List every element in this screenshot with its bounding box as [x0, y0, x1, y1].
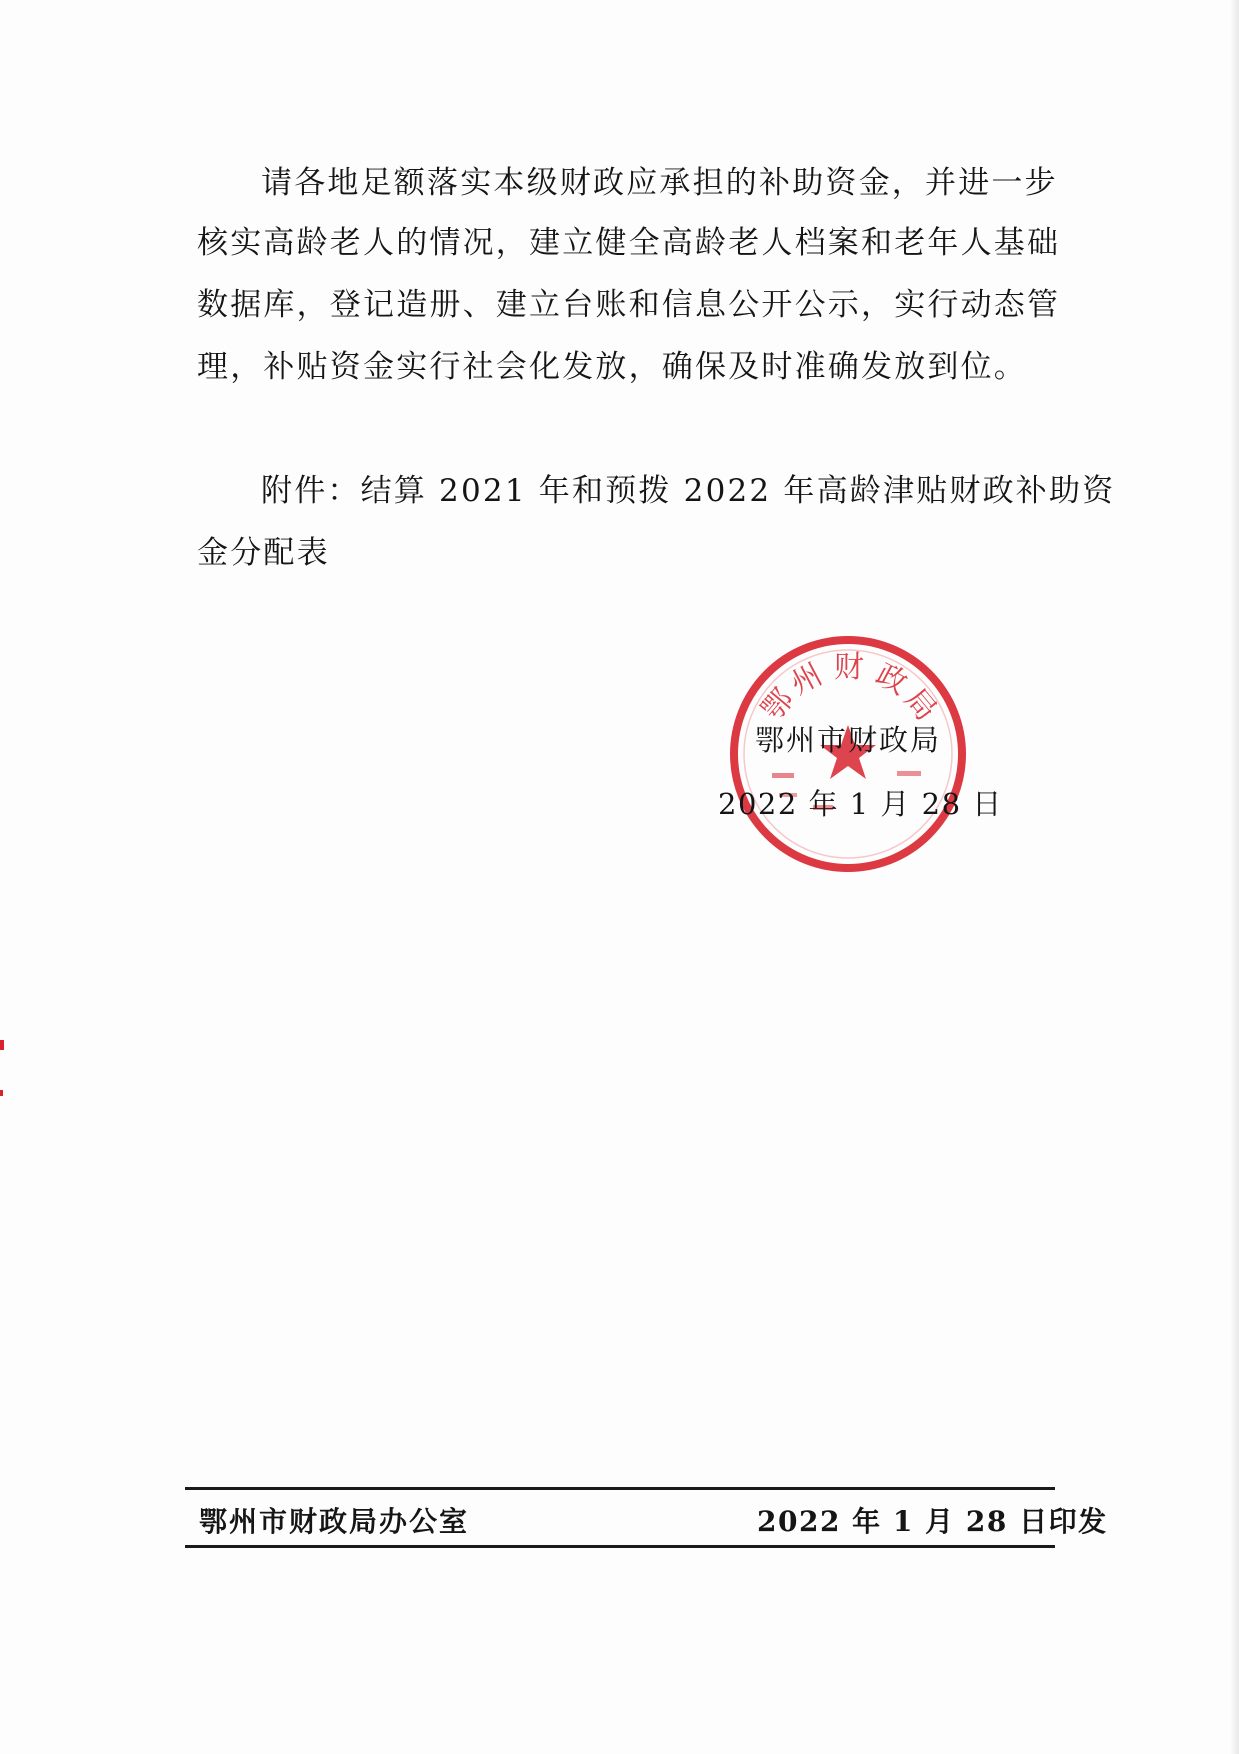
issuer-name: 鄂州市财政局 [755, 723, 942, 757]
body-line-4: 理，补贴资金实行社会化发放，确保及时准确发放到位。 [197, 349, 1027, 385]
attachment-line-1: 附件：结算 2021 年和预拨 2022 年高龄津贴财政补助资 [261, 473, 1116, 509]
body-line-2: 核实高龄老人的情况，建立健全高龄老人档案和老年人基础 [197, 225, 1061, 261]
attachment-line-2: 金分配表 [197, 535, 330, 571]
footer-print-date: 2022 年 1 月 28 日印发 [757, 1505, 1108, 1538]
svg-text:政: 政 [870, 657, 913, 703]
svg-text:局: 局 [897, 682, 944, 728]
svg-text:鄂: 鄂 [754, 682, 801, 728]
body-line-3: 数据库，登记造册、建立台账和信息公开公示，实行动态管 [197, 287, 1061, 323]
page-edge-shadow [1229, 0, 1239, 1754]
footer-top-rule [185, 1487, 1055, 1490]
issue-date: 2022 年 1 月 28 日 [718, 787, 1003, 821]
margin-stamp-mark [0, 1040, 5, 1120]
svg-text:州: 州 [785, 657, 828, 703]
footer-bottom-rule [185, 1545, 1055, 1548]
footer-office: 鄂州市财政局办公室 [199, 1505, 470, 1538]
svg-text:财: 财 [834, 650, 864, 685]
body-line-1: 请各地足额落实本级财政应承担的补助资金，并进一步 [261, 165, 1058, 201]
